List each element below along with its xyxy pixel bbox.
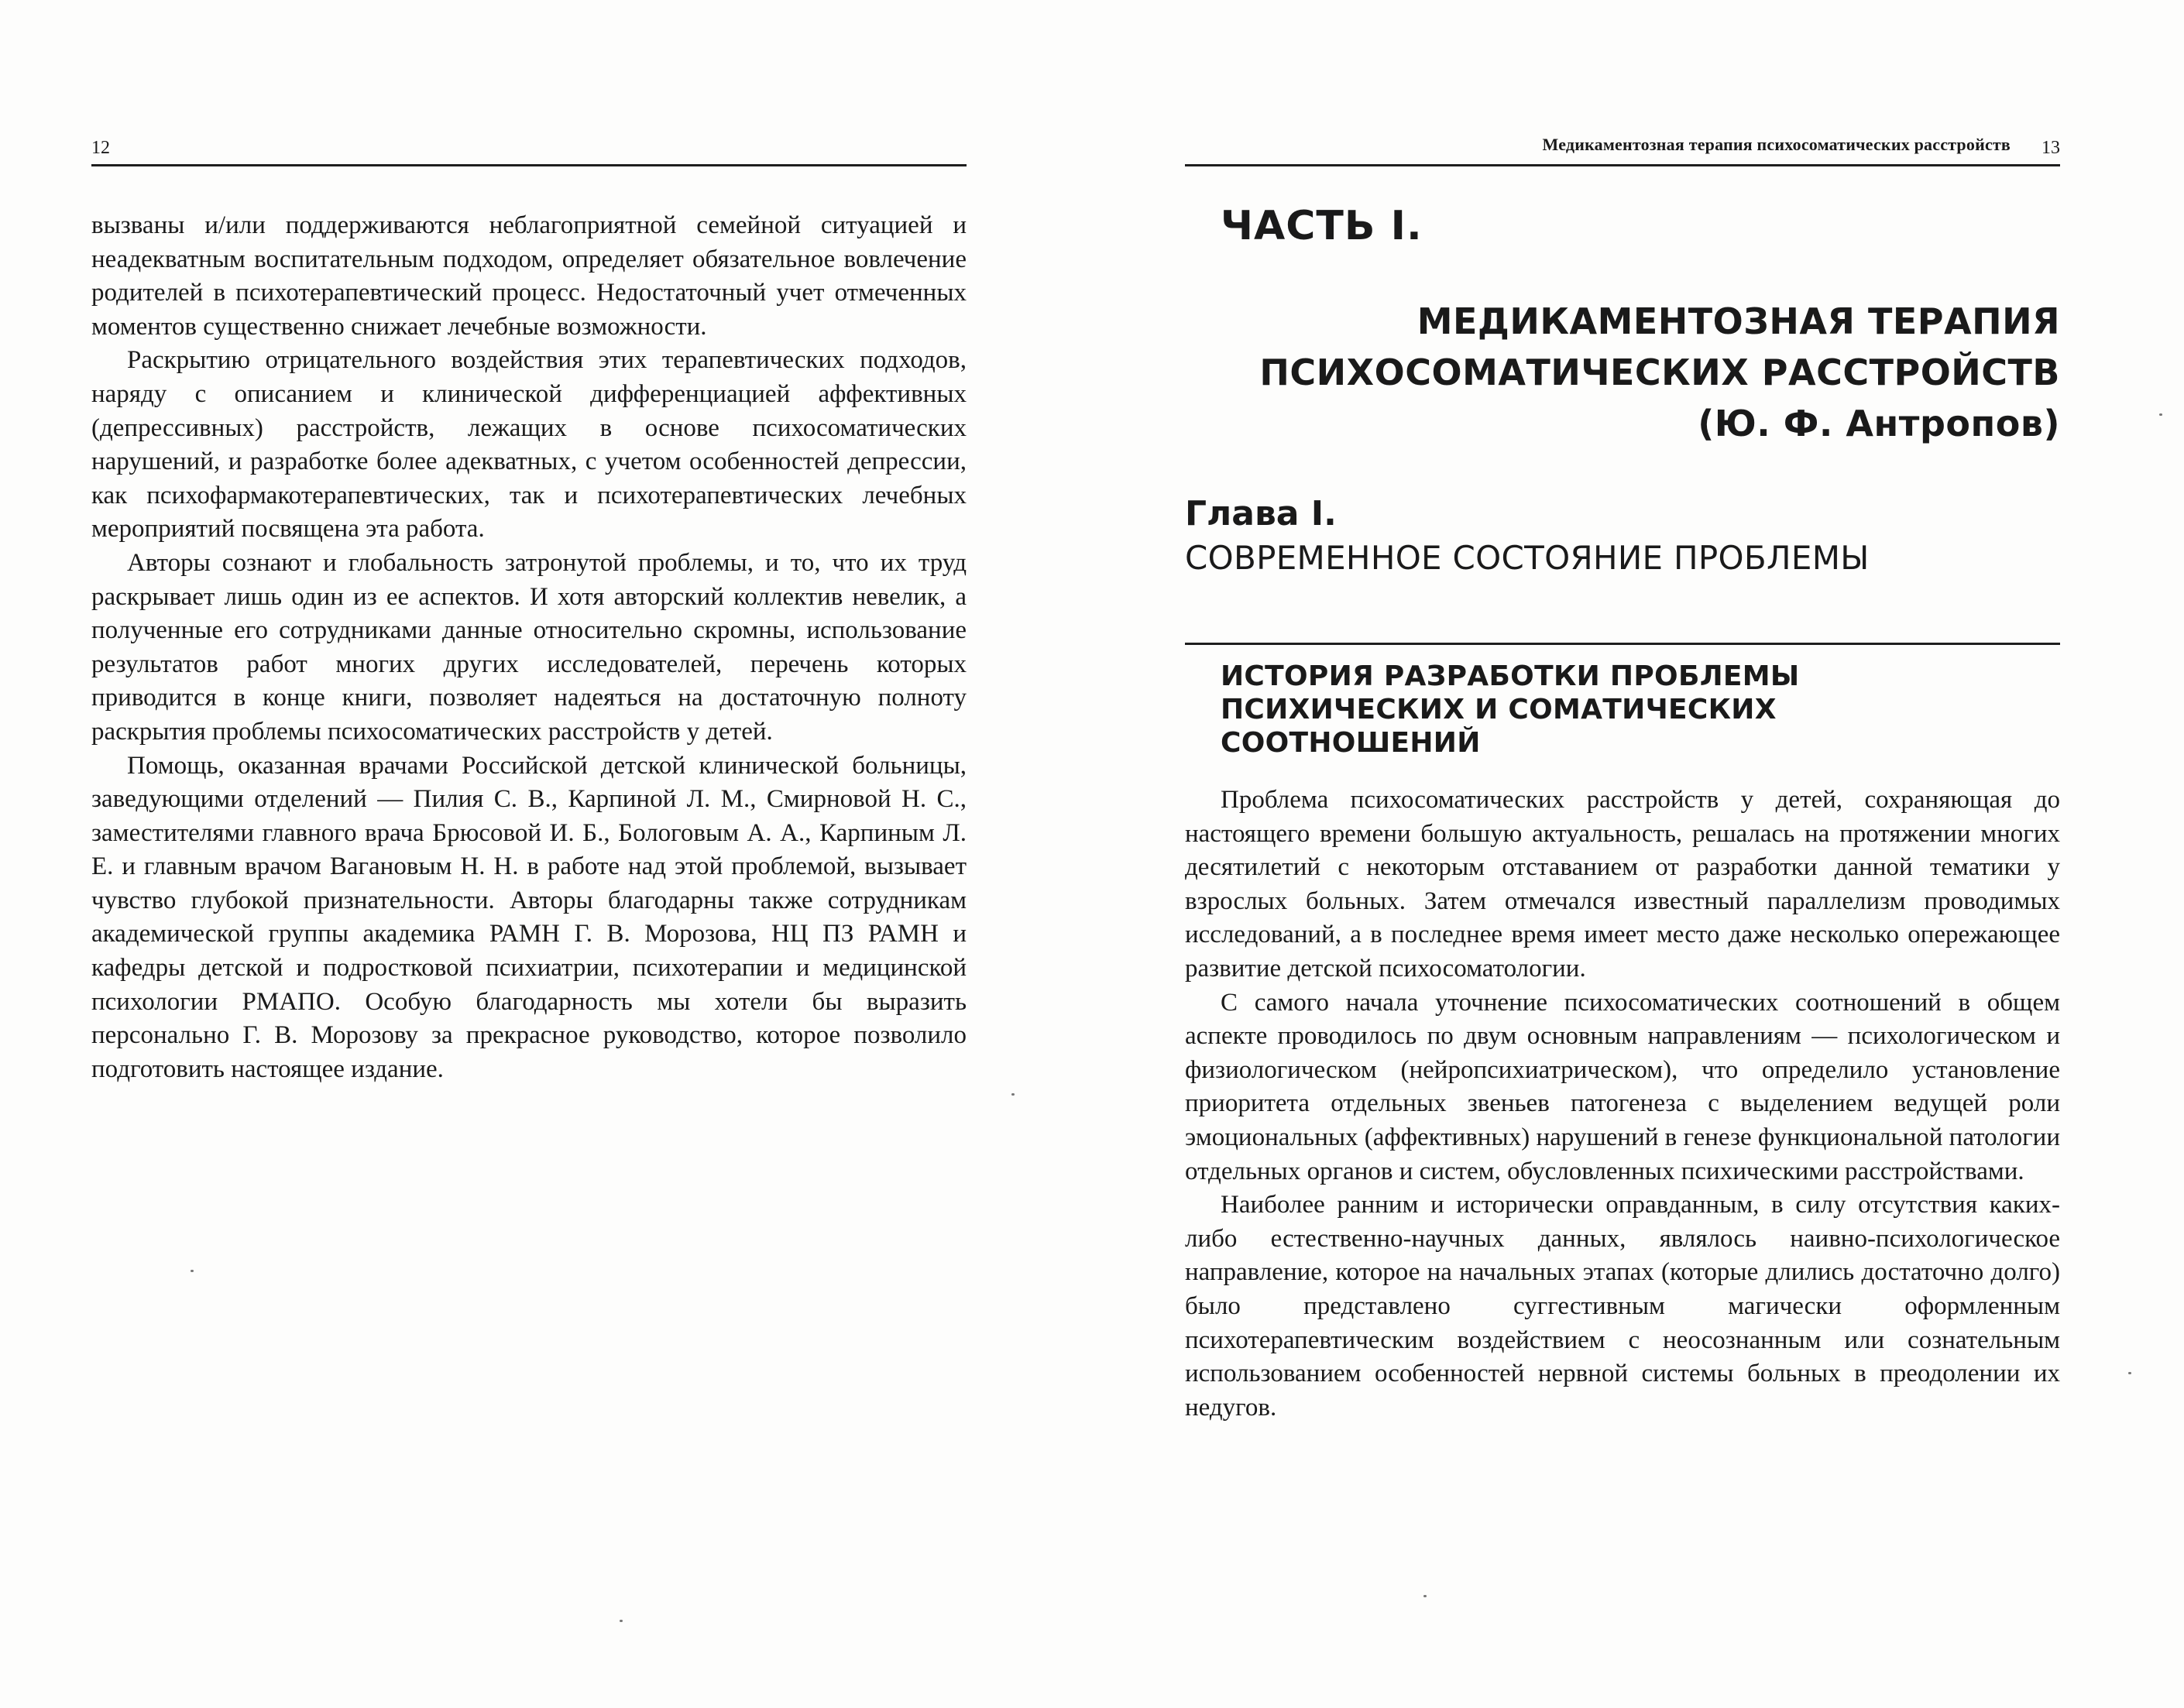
right-header-rule	[1185, 164, 2060, 166]
book-title	[1185, 296, 2060, 449]
section-title-line-3: СООТНОШЕНИЙ	[1221, 727, 1481, 759]
right-paragraph-3: Наиболее ранним и исторически оправданным, в силу отсутствия каких-либо естественно-научных данных, являлось наивно-психологическое направление, которое на начальных этапах (которые длились достаточно долго) было представлено суггестивным магически оформленным психотерапевтическим воздействием с неосознанным или сознательным использованием особенностей нервной системы больных в преодолении их недугов.	[1185, 1191, 2060, 1422]
scan-speck	[191, 1270, 194, 1272]
scan-speck	[2159, 413, 2162, 416]
right-paragraph-2: С самого начала уточнение психосоматических соотношений в общем аспекте проводилось по двум основным направлениям — психологическом и физиологическом (нейропсихиатрическом), что определило установление приоритета отдельных звеньев патогенеза с выделением ведущей роли эмоциональных (аффективных) нарушений в генезе функциональной патологии отдельных органов и систем, обусловленных психическими расстройствами.	[1185, 988, 2060, 1185]
book-title-author: (Ю. Ф. Антропов)	[1698, 403, 2060, 444]
left-paragraph-4: Помощь, оказанная врачами Российской детской клинической больницы, заведующими отделений — Пилия С. В., Карпиной Л. М., Смирновой Н. С., заместителями главного врача Брюсовой И. Б., Бологовым А. А., Карпиным Л. Е. и главным врачом Вагановым Н. Н. в работе над этой проблемой, вызывает чувство глубокой признательности. Авторы благодарны также сотрудникам академической группы академика РАМН Г. В. Морозова, НЦ ПЗ РАМН и кафедры детской и подростковой психиатрии, психотерапии и медицинской психологии РМАПО. Особую благодарность мы хотели бы выразить персонально Г. В. Морозову за прекрасное руководство, которое позволило подготовить настоящее издание.	[91, 751, 967, 1083]
right-page-number: 13	[2041, 138, 2060, 158]
left-paragraph-3: Авторы сознают и глобальность затронутой проблемы, и то, что их труд раскрывает лишь один из ее аспектов. И хотя авторский коллектив невелик, а полученные его сотрудниками данные относительно скромны, использование результатов работ многих других исследователей, перечень которых приводится в конце книги, позволяет надеяться на достаточную полноту раскрытия проблемы психосоматических расстройств у детей.	[91, 548, 967, 746]
right-body-text	[1185, 784, 2060, 1425]
chapter-title: СОВРЕМЕННОЕ СОСТОЯНИЕ ПРОБЛЕМЫ	[1185, 539, 1870, 577]
left-paragraph-2: Раскрытию отрицательного воздействия этих терапевтических подходов, наряду с описанием и клинической дифференциацией аффективных (депрессивных) расстройств, лежащих в основе психосоматических нарушений, и разработке более адекватных, с учетом особенностей депрессии, как психофармакотерапевтических, так и психотерапевтических лечебных мероприятий посвящена эта работа.	[91, 346, 967, 544]
running-head-title: Медикаментозная терапия психосоматических расстройств	[1542, 135, 2011, 154]
section-title-line-2: ПСИХИЧЕСКИХ И СОМАТИЧЕСКИХ	[1221, 694, 1777, 725]
left-header-rule	[91, 164, 967, 166]
book-title-line-1: МЕДИКАМЕНТОЗНАЯ ТЕРАПИЯ	[1417, 300, 2060, 342]
book-title-line-2: ПСИХОСОМАТИЧЕСКИХ РАССТРОЙСТВ	[1259, 352, 2060, 393]
right-running-head	[1185, 133, 2060, 164]
scan-speck	[1423, 1595, 1427, 1597]
scan-speck	[2128, 1372, 2131, 1374]
section-title-line-1: ИСТОРИЯ РАЗРАБОТКИ ПРОБЛЕМЫ	[1221, 660, 1800, 692]
scan-speck	[620, 1620, 623, 1622]
chapter-label: Глава I.	[1185, 494, 1337, 533]
left-body-text	[91, 209, 967, 1086]
right-paragraph-1: Проблема психосоматических расстройств у детей, сохраняющая до настоящего времени большую актуальность, решалась на протяжении многих десятилетий с некоторым отставанием от разработки данной тематики у взрослых больных. Затем отмечался известный параллелизм проводимых исследований, а в последнее время имеет место даже несколько опережающее развитие детской психосоматологии.	[1185, 786, 2060, 983]
scan-speck	[1011, 1093, 1015, 1096]
left-running-head	[91, 133, 967, 164]
left-page-number: 12	[91, 138, 110, 158]
section-rule	[1185, 643, 2060, 645]
part-title: ЧАСТЬ I.	[1221, 203, 1423, 249]
left-paragraph-1: вызваны и/или поддерживаются неблагоприятной семейной ситуацией и неадекватным воспитательным подходом, определяет обязательное вовлечение родителей в психотерапевтический процесс. Недостаточный учет отмеченных моментов существенно снижает лечебные возможности.	[91, 211, 967, 341]
section-title	[1221, 660, 1995, 760]
